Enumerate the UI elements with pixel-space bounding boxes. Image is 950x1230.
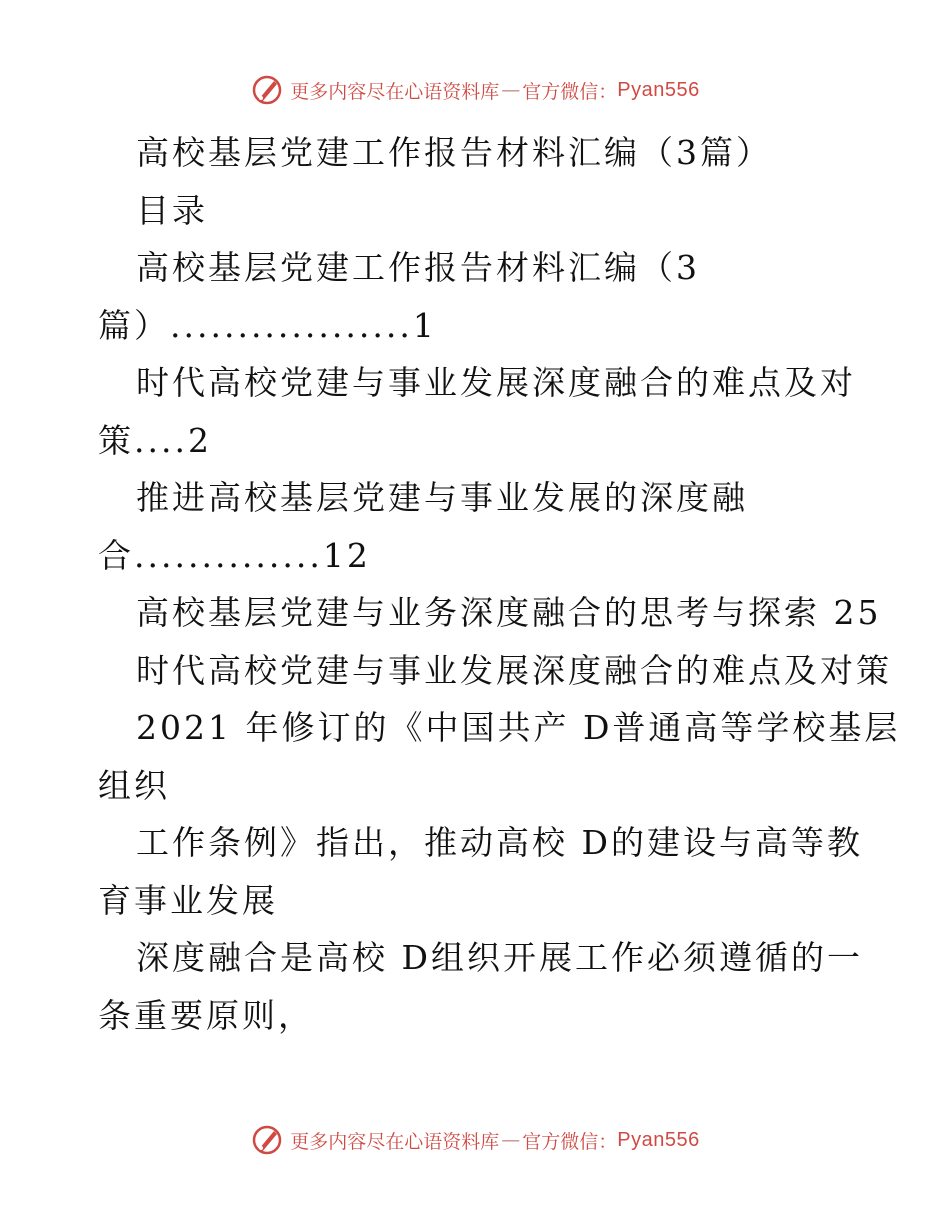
document-body — [98, 124, 901, 1044]
toc-entry-2: 时代高校党建与事业发展深度融合的难点及对 — [136, 363, 856, 402]
watermark-separator: — — [501, 1129, 521, 1151]
pen-logo-icon — [250, 73, 284, 107]
paragraph-line: 2021 年修订的《中国共产 D普通高等学校基层 — [136, 708, 901, 747]
toc-entry-2-cont: 策....2 — [98, 420, 212, 460]
watermark-label: 官方微信： — [522, 1130, 618, 1153]
watermark-footer — [0, 1120, 950, 1160]
watermark-separator: — — [501, 79, 521, 101]
paragraph-line: 组织 — [98, 765, 170, 805]
watermark-text: 更多内容尽在心语资料库 — [290, 80, 500, 103]
toc-entry-1-cont: 篇）..................1 — [98, 305, 437, 345]
paragraph-line: 育事业发展 — [98, 880, 278, 920]
watermark-label: 官方微信： — [522, 80, 618, 103]
watermark-text: 更多内容尽在心语资料库 — [290, 1130, 500, 1153]
watermark-handle: Pyan556 — [617, 78, 700, 101]
pen-logo-icon — [250, 1123, 284, 1157]
toc-entry-4: 高校基层党建与业务深度融合的思考与探索 25 — [136, 593, 882, 632]
toc-entry-3: 推进高校基层党建与事业发展的深度融 — [136, 478, 748, 517]
paragraph-line: 条重要原则， — [98, 995, 314, 1035]
toc-entry-3-cont: 合..............12 — [98, 535, 371, 575]
watermark-handle: Pyan556 — [617, 1128, 700, 1151]
section-heading: 时代高校党建与事业发展深度融合的难点及对策 — [136, 650, 892, 690]
document-title: 高校基层党建工作报告材料汇编（3篇） — [136, 133, 772, 172]
paragraph-line: 深度融合是高校 D组织开展工作必须遵循的一 — [136, 938, 863, 977]
paragraph-line: 工作条例》指出，推动高校 D的建设与高等教 — [136, 823, 863, 862]
toc-heading: 目录 — [136, 190, 208, 230]
toc-entry-1: 高校基层党建工作报告材料汇编（3 — [136, 248, 700, 287]
watermark-header — [0, 70, 950, 110]
